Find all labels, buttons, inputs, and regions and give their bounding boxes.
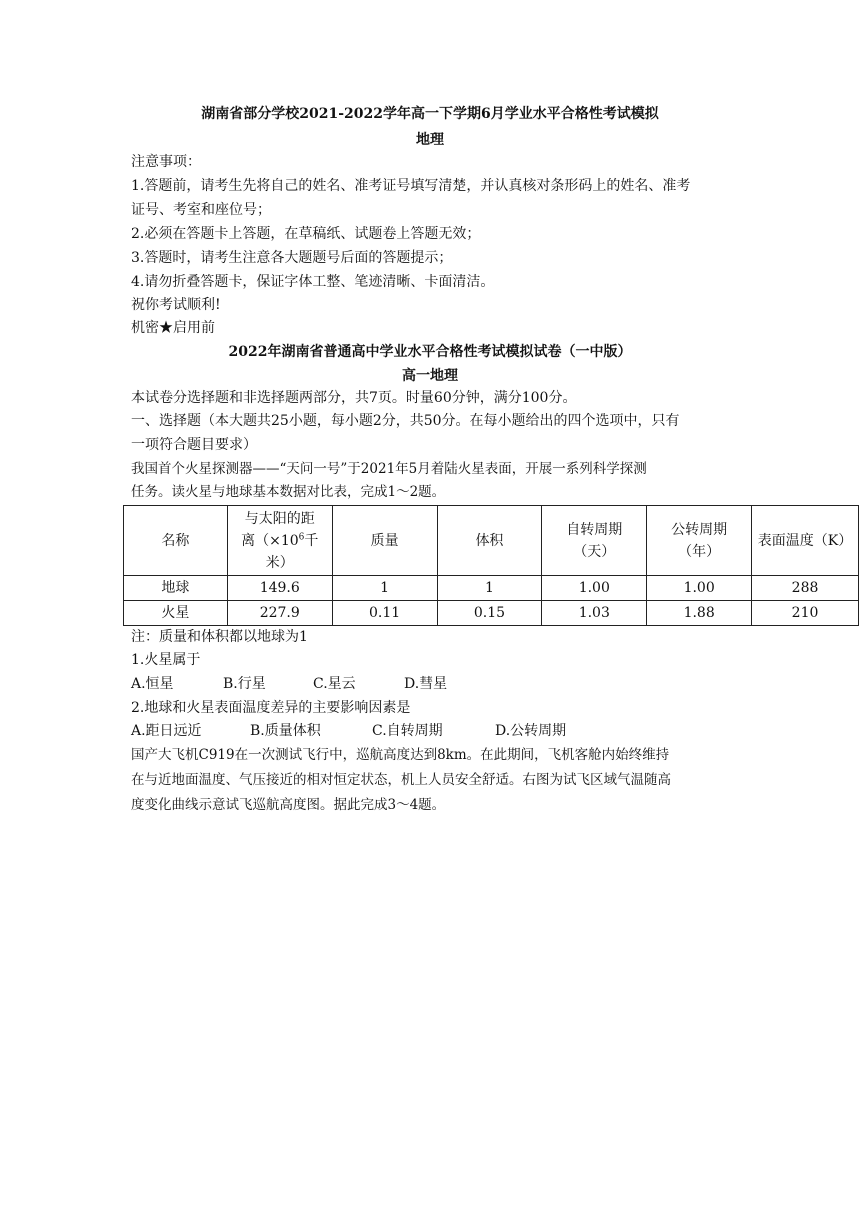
question-1-option-d: D.彗星 [404, 676, 448, 692]
cell-distance: 227.9 [227, 601, 332, 626]
header-revolution [647, 506, 752, 576]
question-2-option-d: D.公转周期 [495, 723, 567, 739]
exam-subtitle: 高一地理 [402, 368, 458, 384]
header-temperature: 表面温度（K） [752, 506, 859, 576]
notice-heading: 注意事项： [131, 154, 201, 170]
question-1-options [131, 674, 447, 694]
header-rotation [542, 506, 647, 576]
cell-temperature: 210 [752, 601, 859, 626]
question-2-option-b: B.质量体积 [250, 723, 321, 739]
question-2-option-a: A.距日远近 [131, 723, 202, 739]
header-distance-exponent: 6 [298, 531, 305, 542]
cell-volume: 0.15 [437, 601, 542, 626]
question-1-option-a: A.恒星 [131, 676, 174, 692]
mars-earth-data-table [123, 505, 859, 626]
notice-item-4: 4.请勿折叠答题卡，保证字体工整、笔迹清晰、卡面清洁。 [131, 274, 495, 290]
cell-distance: 149.6 [227, 576, 332, 601]
header-rotation-line-1: 自转周期 [566, 521, 623, 538]
notice-item-1: 1.答题前，请考生先将自己的姓名、准考证号填写清楚，并认真核对条形码上的姓名、准考 [131, 178, 691, 194]
cell-name: 火星 [124, 601, 228, 626]
cell-mass: 1 [332, 576, 437, 601]
secret-mark: 机密★启用前 [131, 320, 215, 336]
notice-item-3: 3.答题时，请考生注意各大题题号后面的答题提示； [131, 250, 453, 266]
cell-name: 地球 [124, 576, 228, 601]
header-distance-unit: 千 [304, 532, 319, 549]
table-note: 注：质量和体积都以地球为1 [131, 629, 308, 645]
notice-item-2: 2.必须在答题卡上答题，在草稿纸、试题卷上答题无效； [131, 226, 481, 242]
header-distance-line-1: 与太阳的距 [244, 510, 315, 527]
passage-2-line-2: 在与近地面温度、气压接近的相对恒定状态，机上人员安全舒适。右图为试飞区域气温随高 [131, 772, 671, 788]
exam-intro: 本试卷分选择题和非选择题两部分，共7页。时量60分钟，满分100分。 [131, 390, 577, 406]
header-rotation-line-2: （天） [573, 543, 616, 560]
question-1-option-b: B.行星 [223, 676, 266, 692]
cell-mass: 0.11 [332, 601, 437, 626]
table-row [124, 576, 859, 601]
cell-rotation: 1.03 [542, 601, 647, 626]
passage-2-line-3: 度变化曲线示意试飞巡航高度图。据此完成3～4题。 [131, 797, 446, 813]
section-1-instructions: 一、选择题（本大题共25小题，每小题2分，共50分。在每小题给出的四个选项中，只有 [131, 413, 680, 429]
question-1-stem: 1.火星属于 [131, 652, 201, 668]
exam-title: 2022年湖南省普通高中学业水平合格性考试模拟试卷（一中版） [228, 344, 632, 360]
cell-volume: 1 [437, 576, 542, 601]
header-distance [227, 506, 332, 576]
question-2-stem: 2.地球和火星表面温度差异的主要影响因素是 [131, 700, 411, 716]
cell-revolution: 1.88 [647, 601, 752, 626]
cell-rotation: 1.00 [542, 576, 647, 601]
header-name: 名称 [124, 506, 228, 576]
passage-2-line-1: 国产大飞机C919在一次测试飞行中，巡航高度达到8km。在此期间，飞机客舱内始终维持 [131, 747, 670, 763]
section-1-instructions-cont: 一项符合题目要求） [131, 437, 257, 453]
question-2-option-c: C.自转周期 [372, 723, 443, 739]
document-title: 湖南省部分学校2021-2022学年高一下学期6月学业水平合格性考试模拟 [201, 106, 659, 122]
document-subject: 地理 [416, 132, 444, 148]
notice-item-1-cont: 证号、考室和座位号； [131, 202, 271, 218]
header-distance-line-3: 米） [265, 554, 294, 571]
header-revolution-line-2: （年） [678, 543, 721, 560]
header-revolution-line-1: 公转周期 [671, 521, 728, 538]
question-2-options [131, 721, 566, 741]
table-row [124, 601, 859, 626]
passage-1-line-1: 我国首个火星探测器——“天问一号”于2021年5月着陆火星表面，开展一系列科学探测 [131, 461, 647, 477]
table-header-row [124, 506, 859, 576]
header-distance-line-2: 离（×10 [241, 532, 299, 549]
header-mass: 质量 [332, 506, 437, 576]
notice-wish: 祝你考试顺利! [131, 297, 221, 313]
question-1-option-c: C.星云 [313, 676, 356, 692]
cell-temperature: 288 [752, 576, 859, 601]
header-volume: 体积 [437, 506, 542, 576]
passage-1-line-2: 任务。读火星与地球基本数据对比表，完成1～2题。 [131, 484, 446, 500]
cell-revolution: 1.00 [647, 576, 752, 601]
